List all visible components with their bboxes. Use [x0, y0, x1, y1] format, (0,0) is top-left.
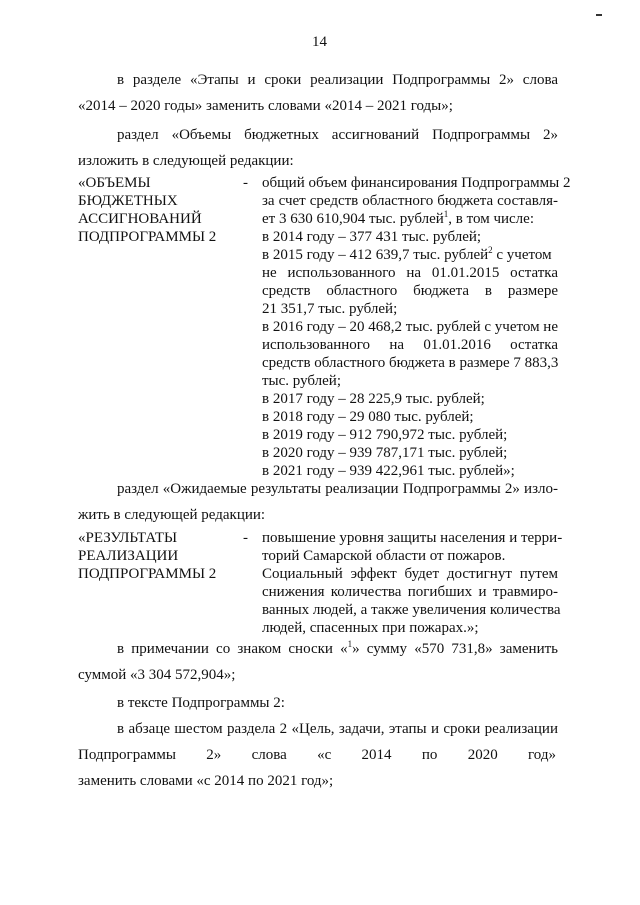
paragraph-4-line-1: в примечании со знаком сноски «$^1$» сумму «570 731,8» заменить [117, 639, 558, 657]
paragraph-2-line-1: раздел «Объемы бюджетных ассигнований Подпрограммы 2» [117, 127, 558, 143]
corner-mark [596, 14, 602, 16]
paragraph-4-line-2: суммой «3 304 572,904»; [78, 667, 236, 683]
paragraph-6-line-1: в абзаце шестом раздела 2 «Цель, задачи, этапы и сроки реализации [117, 721, 558, 737]
paragraph-3-line-2: жить в следующей редакции: [78, 507, 266, 523]
budget-dash: - [243, 175, 248, 191]
paragraph-1-line-1: в разделе «Этапы и сроки реализации Подпрограммы 2» слова [117, 72, 558, 88]
results-values: повышение уровня защиты населения и терри- торий Самарской области от пожаров. Социальный эффект будет достигнут путем снижения количества погибших и травмиро- ванных людей, а также увеличения количества людей, спасенных при пожарах.»; [262, 530, 563, 636]
paragraph-2-line-2: изложить в следующей редакции: [78, 153, 294, 169]
results-dash: - [243, 530, 248, 546]
page-number: 14 [312, 34, 327, 50]
paragraph-1-line-2: «2014 – 2020 годы» заменить словами «2014 – 2021 годы»; [78, 98, 453, 114]
paragraph-5: в тексте Подпрограммы 2: [117, 695, 285, 711]
paragraph-6-line-3: заменить словами «с 2014 по 2021 год»; [78, 773, 334, 789]
paragraph-6-line-2: Подпрограммы 2» слова «с 2014 по 2020 год» [78, 747, 556, 763]
budget-values: общий объем финансирования Подпрограммы 2 за счет средств областного бюджета составля- ет 3 630 610,904 тыс. рублей$^1$, в том числе: в 2014 году – 377 431 тыс. рублей; в 2015 году – 412 639,7 тыс. рублей$^2$ с учетом не использованного на 01.01.2015 остатка средств областного бюджета в размере 21 351,7 тыс. рублей; в 2016 году – 20 468,2 тыс. рублей с учетом не использованного на 01.01.2016 остатка средств областного бюджета в размере 7 883,3 тыс. рублей; в 2017 году – 28 225,9 тыс. рублей; в 2018 году – 29 080 тыс. рублей; в 2019 году – 912 790,972 тыс. рублей; в 2020 году – 939 787,171 тыс. рублей; в 2021 году – 939 422,961 тыс. рублей»; [262, 175, 571, 479]
paragraph-3-line-1: раздел «Ожидаемые результаты реализации Подпрограммы 2» изло- [117, 481, 558, 497]
results-label: «РЕЗУЛЬТАТЫ РЕАЛИЗАЦИИ ПОДПРОГРАММЫ 2 [78, 530, 217, 582]
budget-label: «ОБЪЕМЫ БЮДЖЕТНЫХ АССИГНОВАНИЙ ПОДПРОГРАММЫ 2 [78, 175, 217, 245]
